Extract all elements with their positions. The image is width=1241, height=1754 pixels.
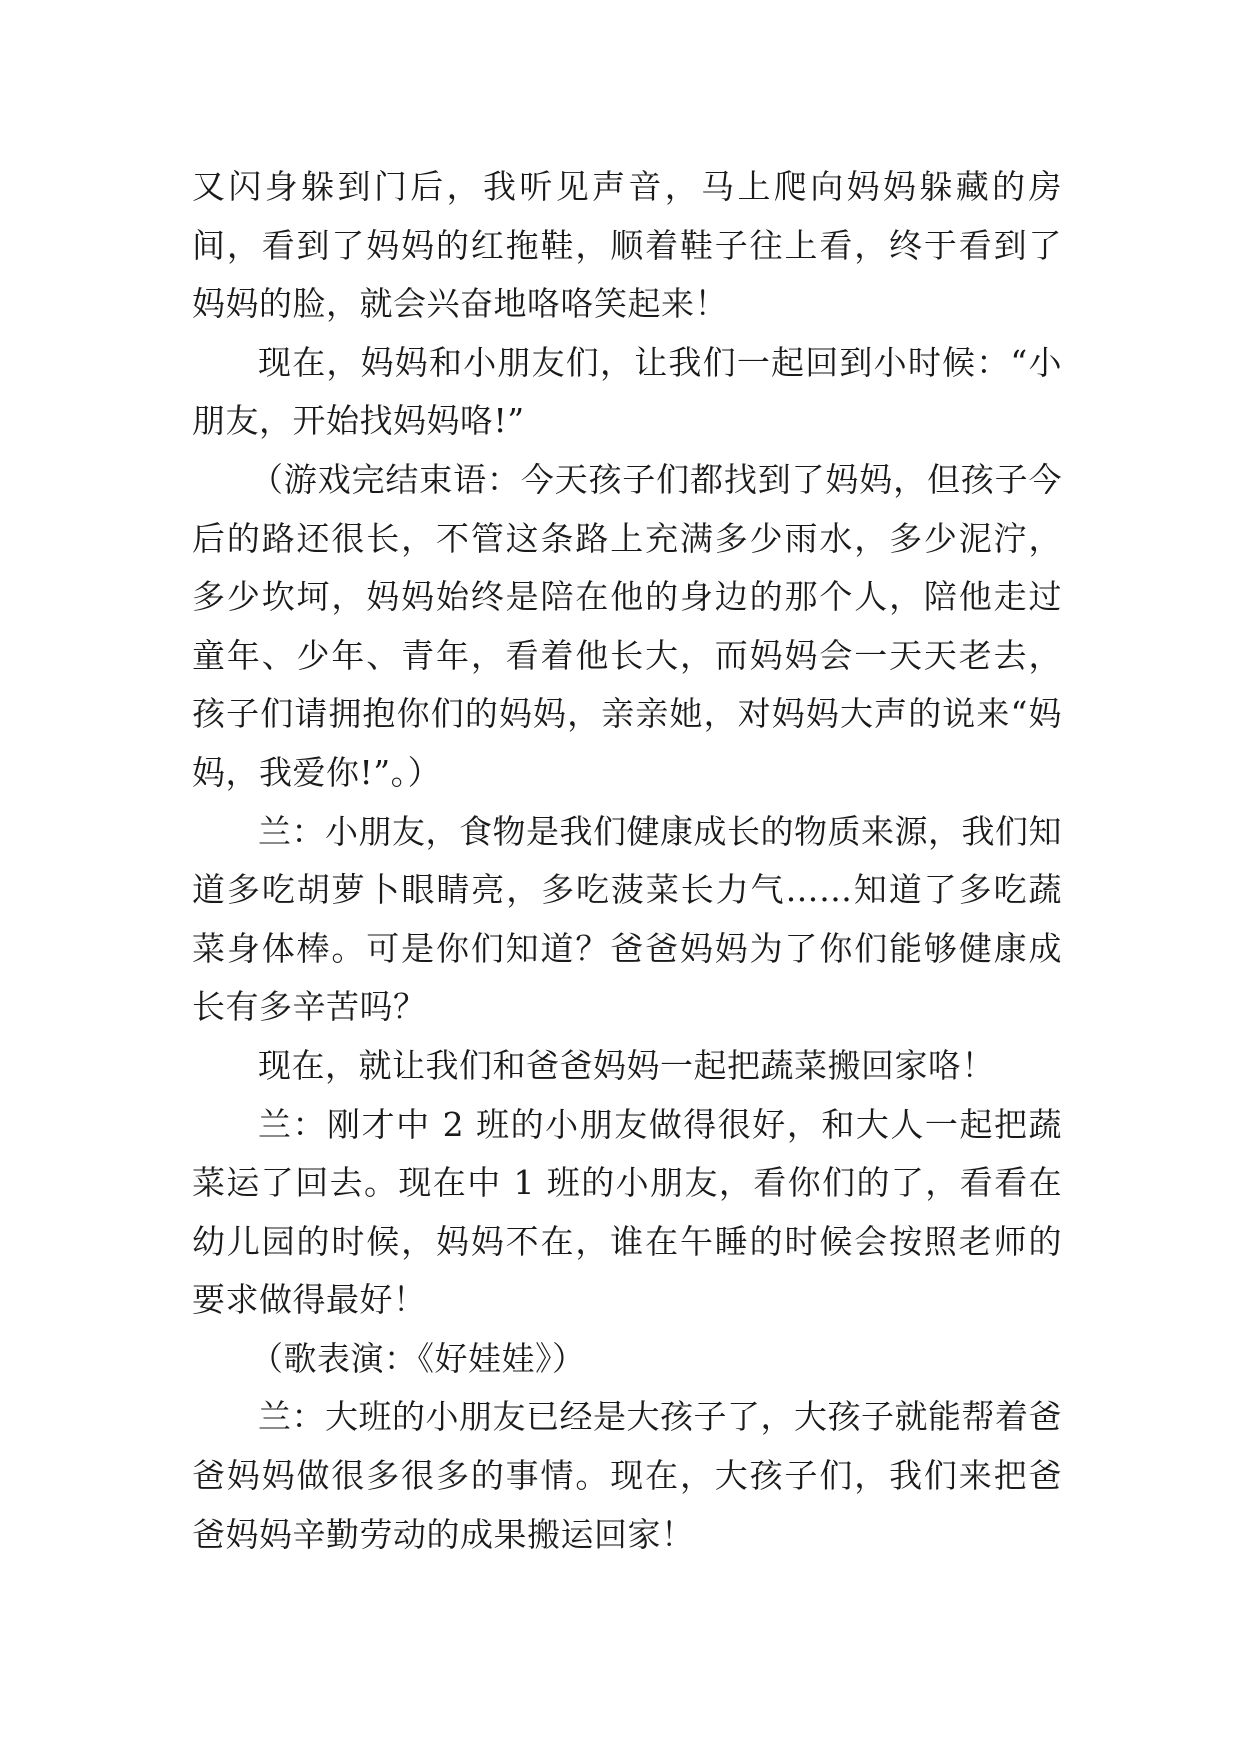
paragraph-carry-vegetables: 现在，就让我们和爸爸妈妈一起把蔬菜搬回家咯！ xyxy=(258,1045,995,1085)
paragraph-big-class: 兰：大班的小朋友已经是大孩子了，大孩子就能帮着爸爸妈妈做很多很多的事情。现在，大孩子们，我们来把爸爸妈妈辛勤劳动的成果搬运回家！ xyxy=(192,1397,1062,1554)
paragraph-song-performance: （歌表演：《好娃娃》） xyxy=(250,1338,586,1378)
paragraph-game-closing: （游戏完结束语：今天孩子们都找到了妈妈，但孩子今后的路还很长，不管这条路上充满多少雨水，多少泥泞，多少坎坷，妈妈始终是陪在他的身边的那个人，陪他走过童年、少年、青年，看着他长大，而妈妈会一天天老去，孩子们请拥抱你们的妈妈，亲亲她，对妈妈大声的说来“妈妈，我爱你!”。） xyxy=(192,459,1062,792)
paragraph-invitation: 现在，妈妈和小朋友们，让我们一起回到小时候：“小朋友，开始找妈妈咯!” xyxy=(192,342,1062,441)
paragraph-continuation: 又闪身躲到门后，我听见声音，马上爬向妈妈躲藏的房间，看到了妈妈的红拖鞋，顺着鞋子往上看，终于看到了妈妈的脸，就会兴奋地咯咯笑起来！ xyxy=(192,167,1062,324)
document-body xyxy=(192,158,1062,1564)
paragraph-class-2: 兰：刚才中 2 班的小朋友做得很好，和大人一起把蔬菜运了回去。现在中 1 班的小朋友，看你们的了，看看在幼儿园的时候，妈妈不在，谁在午睡的时候会按照老师的要求做得最好！ xyxy=(192,1104,1062,1320)
paragraph-food-intro: 兰：小朋友，食物是我们健康成长的物质来源，我们知道多吃胡萝卜眼睛亮，多吃菠菜长力气……知道了多吃蔬菜身体棒。可是你们知道？爸爸妈妈为了你们能够健康成长有多辛苦吗？ xyxy=(192,811,1062,1027)
